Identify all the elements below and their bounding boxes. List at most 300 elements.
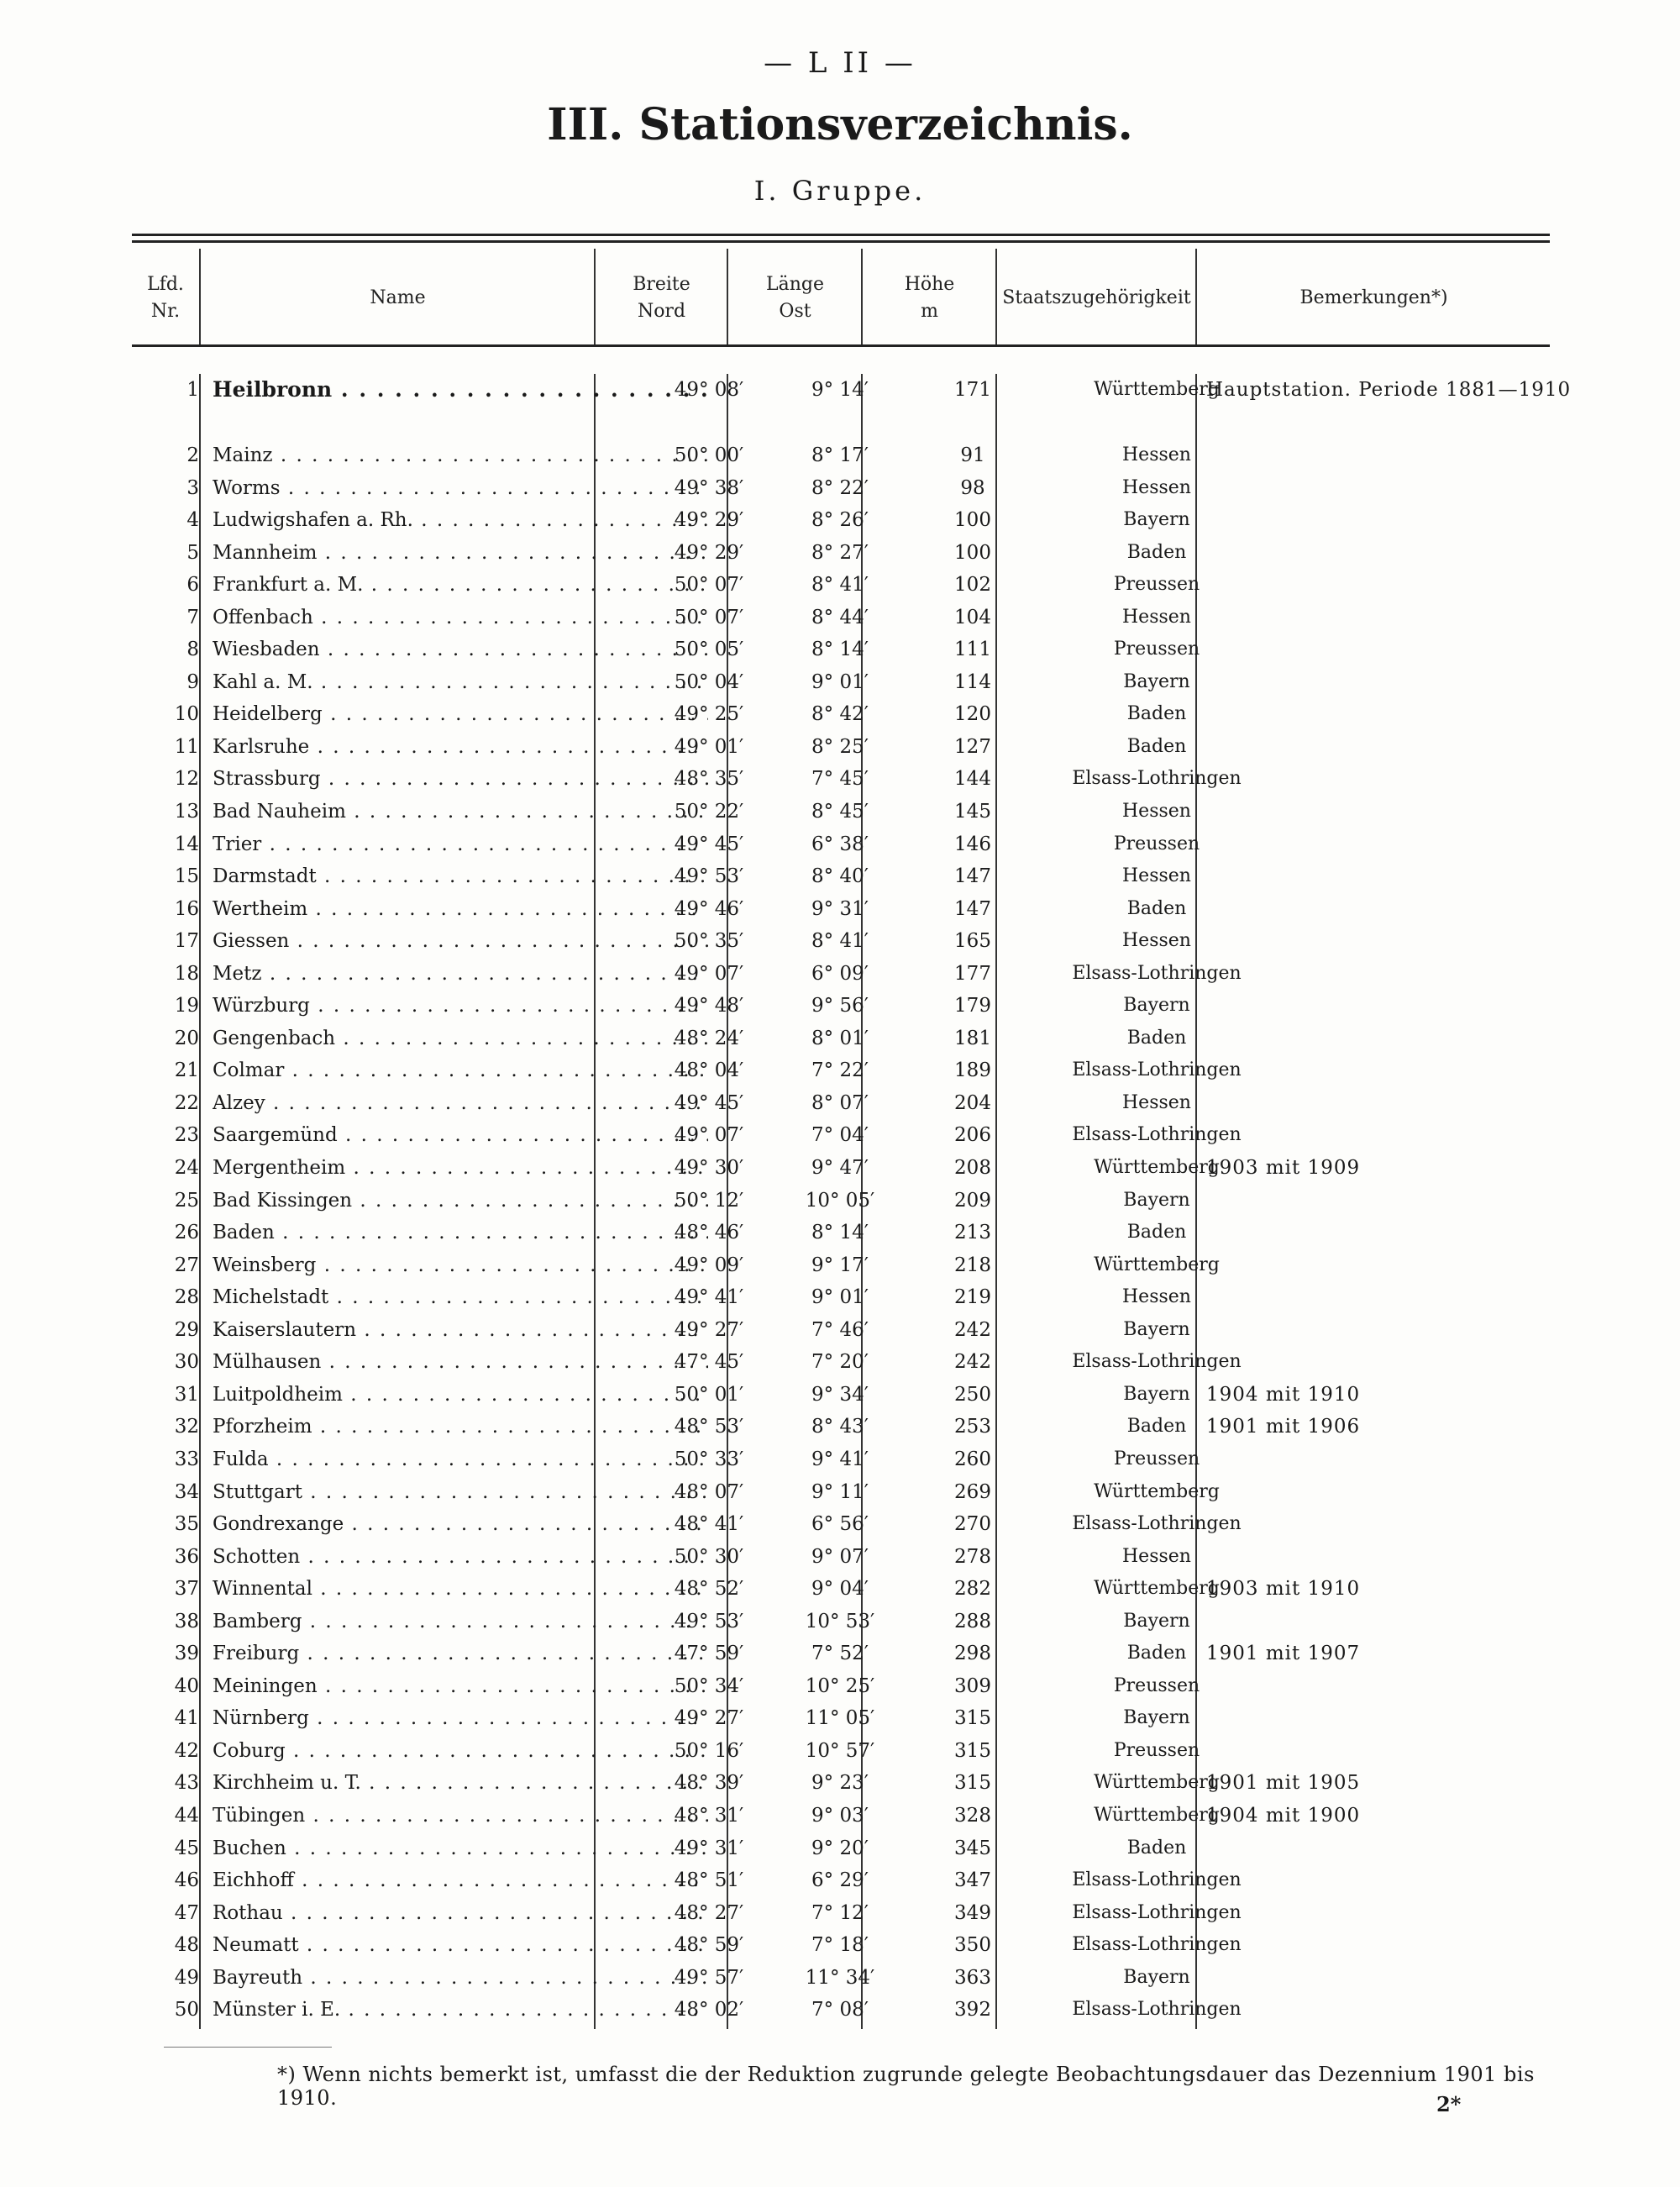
station-remark: Hauptstation. Periode 1881—1910: [1206, 379, 1572, 401]
page-subtitle: I. Gruppe.: [753, 175, 927, 207]
station-longitude: 8° 07′: [811, 1091, 869, 1114]
station-elevation: 100: [954, 509, 991, 532]
station-remark: 1901 mit 1905: [1206, 1772, 1361, 1795]
station-name: Rothau . . .: [213, 1897, 708, 1929]
station-latitude: 49° 45′: [674, 833, 744, 855]
station-latitude: 50° 07′: [674, 574, 744, 597]
station-state: Bayern: [1123, 670, 1190, 692]
table-row: [132, 731, 1550, 764]
page-number: — L II —: [764, 46, 916, 80]
station-longitude: 8° 26′: [811, 509, 869, 532]
row-number: 6: [186, 574, 199, 597]
table-row: [132, 633, 1550, 666]
station-latitude: 50° 00′: [674, 444, 744, 466]
station-state: Elsass-Lothringen: [1072, 1999, 1242, 2021]
table-row: [132, 1670, 1550, 1703]
station-longitude: 8° 17′: [811, 444, 869, 466]
station-elevation: 347: [954, 1869, 991, 1892]
station-state: Bayern: [1123, 1966, 1190, 1988]
station-remark: 1901 mit 1907: [1206, 1643, 1361, 1665]
station-remark: 1903 mit 1909: [1206, 1157, 1361, 1180]
station-name: Ludwigshafen a. Rh. . . .: [213, 504, 708, 536]
table-row: [132, 1119, 1550, 1152]
header-breite: Breite Nord: [633, 274, 690, 322]
station-name: Weinsberg . . .: [213, 1249, 708, 1281]
station-latitude: 50° 33′: [674, 1448, 744, 1470]
station-longitude: 7° 45′: [811, 768, 869, 791]
row-number: 45: [174, 1837, 199, 1859]
table-row: [132, 1541, 1550, 1574]
station-name: Kahl a. M. . . .: [213, 666, 708, 698]
station-longitude: 9° 04′: [811, 1578, 869, 1601]
row-number: 10: [174, 703, 199, 726]
station-elevation: 100: [954, 541, 991, 564]
station-state: Württemberg: [1094, 1254, 1220, 1275]
table-row: [132, 958, 1550, 991]
station-state: Hessen: [1122, 476, 1191, 498]
header-laenge: Länge Ost: [766, 274, 824, 322]
station-elevation: 144: [954, 768, 991, 791]
station-elevation: 181: [954, 1027, 991, 1049]
station-state: Elsass-Lothringen: [1072, 1513, 1242, 1535]
station-state: Bayern: [1123, 1318, 1190, 1340]
station-elevation: 363: [954, 1966, 991, 1989]
table-row: [132, 1767, 1550, 1800]
station-latitude: 50° 35′: [674, 930, 744, 953]
station-elevation: 315: [954, 1739, 991, 1762]
station-state: Preussen: [1113, 1448, 1200, 1469]
station-longitude: 8° 40′: [811, 865, 869, 888]
station-state: Württemberg: [1094, 1804, 1220, 1826]
table-row: [132, 1897, 1550, 1930]
station-elevation: 288: [954, 1610, 991, 1632]
station-longitude: 9° 34′: [811, 1383, 869, 1406]
table-row: [132, 1962, 1550, 1995]
station-latitude: 49° 07′: [674, 962, 744, 985]
station-name: Eichhoff . . .: [213, 1864, 708, 1896]
station-longitude: 8° 25′: [811, 735, 869, 758]
station-latitude: 50° 04′: [674, 670, 744, 693]
station-elevation: 260: [954, 1448, 991, 1470]
station-longitude: 9° 14′: [811, 379, 869, 401]
station-name: Bayreuth . . .: [213, 1962, 708, 1994]
station-state: Elsass-Lothringen: [1072, 1124, 1242, 1146]
station-name: Winnental . . .: [213, 1573, 708, 1605]
station-state: Baden: [1126, 541, 1187, 563]
station-longitude: 6° 38′: [811, 833, 869, 855]
station-state: Preussen: [1113, 639, 1200, 660]
row-number: 30: [174, 1351, 199, 1374]
station-elevation: 278: [954, 1545, 991, 1568]
row-number: 29: [174, 1318, 199, 1341]
table-row: [132, 925, 1550, 958]
station-name: Frankfurt a. M. . . .: [213, 569, 708, 601]
header-name: Name: [370, 287, 426, 308]
station-name: Coburg . . .: [213, 1735, 708, 1767]
station-state: Baden: [1126, 735, 1187, 757]
table-row: [132, 828, 1550, 861]
table-row: [132, 1023, 1550, 1055]
station-state: Baden: [1126, 703, 1187, 725]
station-latitude: 49° 07′: [674, 1124, 744, 1147]
station-latitude: 50° 07′: [674, 606, 744, 628]
table-row: [132, 1508, 1550, 1541]
station-latitude: 50° 16′: [674, 1739, 744, 1762]
table-row: [132, 796, 1550, 828]
station-longitude: 7° 08′: [811, 1999, 869, 2021]
station-state: Württemberg: [1094, 379, 1220, 400]
station-elevation: 102: [954, 574, 991, 597]
station-longitude: 10° 53′: [805, 1610, 875, 1632]
row-number: 46: [174, 1869, 199, 1892]
station-state: Preussen: [1113, 833, 1200, 854]
station-state: Hessen: [1122, 1286, 1191, 1308]
station-latitude: 48° 41′: [674, 1513, 744, 1536]
table-row: [132, 1800, 1550, 1832]
station-longitude: 8° 14′: [811, 1222, 869, 1244]
station-state: Hessen: [1122, 1545, 1191, 1567]
station-name: Bad Kissingen . . .: [213, 1185, 708, 1217]
station-name: Karlsruhe . . .: [213, 731, 708, 763]
row-number: 34: [174, 1480, 199, 1503]
row-number: 7: [186, 606, 199, 628]
station-elevation: 206: [954, 1124, 991, 1147]
row-number: 21: [174, 1059, 199, 1082]
station-name: Buchen . . .: [213, 1832, 708, 1864]
footnote-rule: [164, 2047, 332, 2048]
station-name: Kirchheim u. T. . . .: [213, 1767, 708, 1799]
row-number: 36: [174, 1545, 199, 1568]
column-divider: [1195, 249, 1197, 344]
station-name: Mergentheim . . .: [213, 1152, 708, 1184]
station-elevation: 392: [954, 1999, 991, 2021]
table-row: [132, 1638, 1550, 1670]
row-number: 8: [186, 639, 199, 661]
row-number: 22: [174, 1091, 199, 1114]
row-number: 48: [174, 1934, 199, 1957]
table-row: [132, 893, 1550, 926]
row-number: 20: [174, 1027, 199, 1049]
row-number: 12: [174, 768, 199, 791]
table-row: [132, 1606, 1550, 1638]
column-divider: [861, 249, 863, 344]
station-elevation: 147: [954, 897, 991, 920]
station-longitude: 9° 17′: [811, 1254, 869, 1276]
station-state: Preussen: [1113, 574, 1200, 596]
station-elevation: 328: [954, 1804, 991, 1827]
station-elevation: 209: [954, 1189, 991, 1212]
station-elevation: 298: [954, 1643, 991, 1665]
table-row: [132, 1217, 1550, 1249]
station-elevation: 145: [954, 801, 991, 823]
station-state: Württemberg: [1094, 1480, 1220, 1502]
station-latitude: 50° 34′: [674, 1674, 744, 1697]
station-state: Preussen: [1113, 1739, 1200, 1761]
station-state: Bayern: [1123, 1610, 1190, 1632]
station-state: Elsass-Lothringen: [1072, 1869, 1242, 1891]
station-elevation: 104: [954, 606, 991, 628]
station-name: Wiesbaden . . .: [213, 633, 708, 665]
table-row: [132, 1702, 1550, 1735]
station-latitude: 48° 02′: [674, 1999, 744, 2021]
table-row: [132, 1411, 1550, 1443]
station-longitude: 9° 41′: [811, 1448, 869, 1470]
station-elevation: 242: [954, 1318, 991, 1341]
row-number: 35: [174, 1513, 199, 1536]
station-remark: 1903 mit 1910: [1206, 1578, 1361, 1601]
station-state: Baden: [1126, 897, 1187, 919]
station-latitude: 49° 29′: [674, 541, 744, 564]
station-state: Bayern: [1123, 1189, 1190, 1211]
table-top-rule: [132, 234, 1550, 243]
station-latitude: 49° 53′: [674, 1610, 744, 1632]
station-latitude: 49° 53′: [674, 865, 744, 888]
station-latitude: 48° 31′: [674, 1804, 744, 1827]
row-number: 50: [174, 1999, 199, 2021]
column-divider: [727, 249, 728, 344]
station-name: Mannheim . . .: [213, 537, 708, 569]
station-name: Metz . . .: [213, 958, 708, 990]
station-name: Mainz . . .: [213, 439, 708, 471]
station-longitude: 8° 41′: [811, 574, 869, 597]
station-elevation: 165: [954, 930, 991, 953]
station-latitude: 49° 25′: [674, 703, 744, 726]
station-name: Nürnberg . . .: [213, 1702, 708, 1734]
station-elevation: 177: [954, 962, 991, 985]
station-latitude: 49° 29′: [674, 509, 744, 532]
station-name: Michelstadt . . .: [213, 1281, 708, 1313]
station-elevation: 91: [960, 444, 985, 466]
header-staat: Staatszugehörigkeit: [1002, 287, 1191, 308]
station-state: Hessen: [1122, 930, 1191, 952]
row-number: 17: [174, 930, 199, 953]
table-row: [132, 1832, 1550, 1865]
station-latitude: 50° 12′: [674, 1189, 744, 1212]
table-header-rule: [132, 344, 1550, 347]
table-row: [132, 1864, 1550, 1897]
station-state: Elsass-Lothringen: [1072, 1351, 1242, 1373]
station-elevation: 189: [954, 1059, 991, 1082]
table-row: [132, 439, 1550, 472]
station-elevation: 270: [954, 1513, 991, 1536]
station-name: Schotten . . .: [213, 1541, 708, 1573]
station-name: Gengenbach . . .: [213, 1023, 708, 1054]
signature-mark: 2*: [1436, 2092, 1462, 2116]
table-row: [132, 698, 1550, 731]
station-latitude: 49° 38′: [674, 476, 744, 499]
row-number: 44: [174, 1804, 199, 1827]
footnote: *) Wenn nichts bemerkt ist, umfasst die der Reduktion zugrunde gelegte Beobachtungsdauer das Dezennium 1901 bis 1910.: [277, 2063, 1535, 2110]
row-number: 49: [174, 1966, 199, 1989]
station-name: Luitpoldheim . . .: [213, 1379, 708, 1411]
station-state: Elsass-Lothringen: [1072, 1934, 1242, 1956]
station-latitude: 48° 35′: [674, 768, 744, 791]
station-elevation: 345: [954, 1837, 991, 1859]
table-row: [132, 1476, 1550, 1509]
station-name: Bad Nauheim . . .: [213, 796, 708, 828]
table-row: [132, 1735, 1550, 1768]
row-number: 43: [174, 1772, 199, 1795]
station-elevation: 250: [954, 1383, 991, 1406]
station-elevation: 242: [954, 1351, 991, 1374]
station-name: Kaiserslautern . . .: [213, 1314, 708, 1346]
row-number: 38: [174, 1610, 199, 1632]
station-name: Fulda . . .: [213, 1443, 708, 1475]
station-latitude: 50° 01′: [674, 1383, 744, 1406]
station-name: Münster i. E. . . .: [213, 1994, 708, 2026]
station-latitude: 47° 59′: [674, 1643, 744, 1665]
station-state: Baden: [1126, 1222, 1187, 1243]
station-longitude: 7° 04′: [811, 1124, 869, 1147]
station-state: Baden: [1126, 1643, 1187, 1664]
row-number: 26: [174, 1222, 199, 1244]
station-name: Stuttgart . . .: [213, 1476, 708, 1508]
station-elevation: 218: [954, 1254, 991, 1276]
station-latitude: 48° 52′: [674, 1578, 744, 1601]
row-number: 27: [174, 1254, 199, 1276]
station-longitude: 7° 46′: [811, 1318, 869, 1341]
row-number: 1: [186, 379, 199, 401]
station-name: Heidelberg . . .: [213, 698, 708, 730]
row-number: 15: [174, 865, 199, 888]
station-state: Elsass-Lothringen: [1072, 962, 1242, 984]
station-longitude: 10° 05′: [805, 1189, 875, 1212]
station-latitude: 49° 27′: [674, 1318, 744, 1341]
station-name: Würzburg . . .: [213, 990, 708, 1022]
station-state: Baden: [1126, 1837, 1187, 1858]
station-name: Darmstadt . . .: [213, 860, 708, 892]
station-longitude: 6° 56′: [811, 1513, 869, 1536]
station-state: Bayern: [1123, 995, 1190, 1017]
station-state: Hessen: [1122, 865, 1191, 887]
station-longitude: 8° 22′: [811, 476, 869, 499]
station-state: Elsass-Lothringen: [1072, 1059, 1242, 1081]
header-hoehe: Höhe m: [904, 274, 955, 322]
station-state: Württemberg: [1094, 1157, 1220, 1179]
row-number: 18: [174, 962, 199, 985]
column-divider: [995, 249, 997, 344]
station-state: Preussen: [1113, 1674, 1200, 1696]
table-row: [132, 763, 1550, 796]
station-name: Offenbach . . .: [213, 602, 708, 633]
station-name: Saargemünd . . .: [213, 1119, 708, 1151]
station-latitude: 48° 51′: [674, 1869, 744, 1892]
station-latitude: 50° 30′: [674, 1545, 744, 1568]
station-latitude: 48° 39′: [674, 1772, 744, 1795]
station-state: Bayern: [1123, 1383, 1190, 1405]
station-state: Hessen: [1122, 606, 1191, 628]
row-number: 33: [174, 1448, 199, 1470]
station-state: Hessen: [1122, 444, 1191, 465]
station-state: Elsass-Lothringen: [1072, 768, 1242, 790]
table-row: [132, 1054, 1550, 1087]
station-latitude: 48° 59′: [674, 1934, 744, 1957]
station-latitude: 50° 05′: [674, 639, 744, 661]
table-row: [132, 1152, 1550, 1185]
station-latitude: 47° 45′: [674, 1351, 744, 1374]
station-latitude: 49° 01′: [674, 735, 744, 758]
station-longitude: 9° 11′: [811, 1480, 869, 1503]
table-row: [132, 602, 1550, 634]
station-name: Strassburg . . .: [213, 763, 708, 795]
table-row: [132, 1281, 1550, 1314]
station-state: Baden: [1126, 1416, 1187, 1438]
station-name: Pforzheim . . .: [213, 1411, 708, 1443]
station-longitude: 8° 27′: [811, 541, 869, 564]
row-number: 28: [174, 1286, 199, 1309]
row-number: 14: [174, 833, 199, 855]
station-longitude: 7° 52′: [811, 1643, 869, 1665]
station-state: Baden: [1126, 1027, 1187, 1049]
row-number: 3: [186, 476, 199, 499]
header-bemerkungen: Bemerkungen*): [1299, 287, 1448, 308]
table-row: [132, 1185, 1550, 1217]
station-elevation: 127: [954, 735, 991, 758]
station-state: Württemberg: [1094, 1772, 1220, 1794]
row-number: 13: [174, 801, 199, 823]
station-name: Neumatt . . .: [213, 1929, 708, 1961]
station-longitude: 10° 57′: [805, 1739, 875, 1762]
station-longitude: 8° 42′: [811, 703, 869, 726]
station-longitude: 6° 09′: [811, 962, 869, 985]
station-longitude: 9° 20′: [811, 1837, 869, 1859]
row-number: 16: [174, 897, 199, 920]
station-longitude: 8° 43′: [811, 1416, 869, 1438]
table-row: [132, 537, 1550, 570]
row-number: 37: [174, 1578, 199, 1601]
station-longitude: 8° 01′: [811, 1027, 869, 1049]
column-divider: [594, 249, 596, 344]
page-title: III. Stationsverzeichnis.: [547, 99, 1133, 150]
station-longitude: 9° 07′: [811, 1545, 869, 1568]
row-number: 42: [174, 1739, 199, 1762]
station-longitude: 7° 18′: [811, 1934, 869, 1957]
table-row: [132, 1087, 1550, 1120]
station-latitude: 49° 57′: [674, 1966, 744, 1989]
station-longitude: 8° 44′: [811, 606, 869, 628]
station-longitude: 9° 31′: [811, 897, 869, 920]
station-name: Bamberg . . .: [213, 1606, 708, 1638]
station-latitude: 49° 41′: [674, 1286, 744, 1309]
station-elevation: 98: [960, 476, 985, 499]
row-number: 11: [174, 735, 199, 758]
row-number: 32: [174, 1416, 199, 1438]
row-number: 31: [174, 1383, 199, 1406]
row-number: 4: [186, 509, 199, 532]
station-latitude: 48° 53′: [674, 1416, 744, 1438]
station-name: Trier . . .: [213, 828, 708, 860]
station-remark: 1904 mit 1910: [1206, 1383, 1361, 1406]
row-number: 24: [174, 1157, 199, 1180]
station-elevation: 350: [954, 1934, 991, 1957]
station-state: Bayern: [1123, 1707, 1190, 1729]
station-elevation: 282: [954, 1578, 991, 1601]
station-latitude: 49° 27′: [674, 1707, 744, 1730]
station-name: Alzey . . .: [213, 1087, 708, 1119]
table-row: [132, 472, 1550, 505]
row-number: 40: [174, 1674, 199, 1697]
station-longitude: 9° 01′: [811, 1286, 869, 1309]
station-longitude: 11° 34′: [805, 1966, 875, 1989]
station-latitude: 49° 48′: [674, 995, 744, 1017]
station-latitude: 48° 24′: [674, 1027, 744, 1049]
station-elevation: 179: [954, 995, 991, 1017]
station-elevation: 208: [954, 1157, 991, 1180]
station-latitude: 49° 31′: [674, 1837, 744, 1859]
station-latitude: 49° 09′: [674, 1254, 744, 1276]
station-latitude: 48° 46′: [674, 1222, 744, 1244]
header-lfd-nr: Lfd. Nr.: [147, 274, 184, 322]
